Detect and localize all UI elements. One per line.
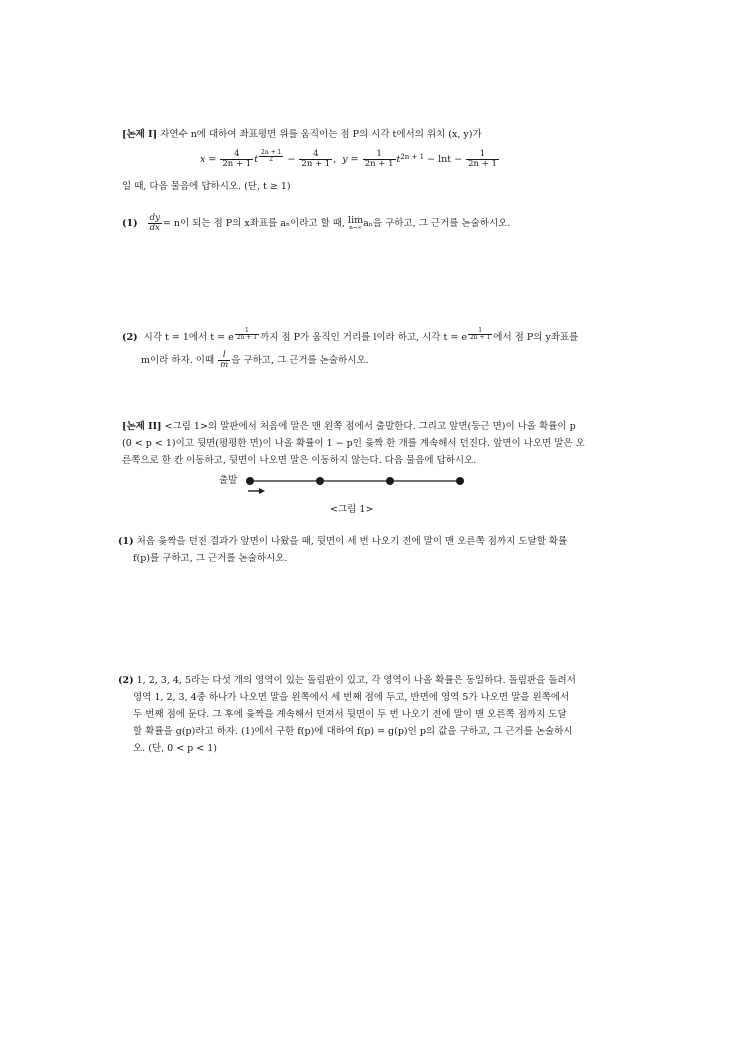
figure-caption: <그림 1> — [330, 504, 374, 515]
ln-term: − lnt − — [427, 154, 463, 165]
section2-question2: (2) 1, 2, 3, 4, 5라는 다섯 개의 영역이 있는 돌림판이 있고, 각 영역이 나올 확률은 동일하다. 돌림판을 돌려서 영역 1, 2, 3, 4중 하나가 나오면 말을 왼쪽에서 세 번째 점에 두고, 반면에 영역 5가 나오면 말을 왼쪽에서 두 번째 점에 둔다. 그 후에 윷짝을 계속해서 던져서 뒷면이 두 번 나오기 전에 말이 맨 오른쪽 점까지 도달 할 확률을 g(p)라고 하자. (1)에서 구한 f(p)에 대하여 f(p) = g(p)인 p의 값을 구하고, 그 근거를 논술하시 오. (단, 0 < p < 1) — [118, 675, 576, 754]
frac-1-over-2n1-b: $\frac{1}{2n + 1}$ — [468, 149, 497, 169]
exponent-e-b: 1 2n + 1 — [469, 326, 491, 342]
question-label: (1) — [122, 218, 138, 229]
minus-sign: − — [287, 154, 296, 165]
board-figure — [215, 470, 475, 500]
section1-header: [논제 I] — [122, 129, 158, 140]
board-point-4 — [456, 477, 464, 485]
question-label: (2) — [122, 332, 138, 343]
question-label: (1) — [118, 536, 134, 547]
intro-line-3: 른쪽으로 한 칸 이동하고, 뒷면이 나오면 말은 이동하지 않는다. 다음 물음에 답하시오. — [122, 455, 477, 466]
exponent-y: 2n + 1 — [400, 152, 425, 161]
eq-x-lhs: x = — [200, 154, 217, 165]
question-label: (2) — [118, 675, 134, 686]
exponent-x: 2n + 1 2 — [261, 148, 282, 164]
section1-intro: 자연수 n에 대하여 좌표평면 위를 움직이는 점 P의 시각 t에서의 위치 (x, y)가 — [160, 129, 482, 140]
exponent-e-a: 1 2n + 1 — [236, 326, 258, 342]
dy-dx-fraction: $\frac{dy}{dx}$ — [149, 213, 160, 233]
eq-y-lhs: y = — [342, 154, 359, 165]
frac-1-over-2n1-a: $\frac{1}{2n + 1}$ — [364, 149, 394, 169]
frac-4-over-2n1-b: $\frac{4}{2n + 1}$ — [301, 149, 331, 169]
start-label: 출발 — [219, 475, 238, 486]
board-point-1 — [246, 477, 254, 485]
section2-question1: (1) 처음 윷짝을 던진 결과가 앞면이 나왔을 때, 뒷면이 세 번 나오기 전에 말이 맨 오른쪽 점까지 도달할 확률 f(p)를 구하고, 그 근거를 논술하시오. — [118, 536, 568, 564]
limit-symbol: lim n→∞ — [348, 215, 364, 231]
intro-line-2: (0 < p < 1)이고 뒷면(평평한 면)이 나올 확률이 1 − p인 윷짝 한 개를 계속해서 던진다. 앞면이 나오면 말은 오 — [122, 438, 585, 449]
section1-question2-line2: m이라 하자. 이때 $\frac{l}{m}$ 을 구하고, 그 근거를 논술하시오. — [141, 350, 369, 370]
position-equations: x = $\frac{4}{2n + 1}$ t $^{\frac{2n + 1}{2}}$ − $\frac{4}{2n + 1}$ , y = $\frac{1}{2n + 1}$ $t^{2n + 1} - \ln t$ − $\frac{1}{2n + 1}$ — [200, 148, 497, 169]
board-diagram — [215, 470, 475, 500]
l-over-m-fraction: $\frac{l}{m}$ — [220, 350, 229, 370]
board-point-2 — [316, 477, 324, 485]
section1-intro-line — [122, 128, 482, 141]
section1-question1: (1) $\frac{dy}{dx}$ = n이 되는 점 P의 x좌표를 aₙ이라고 할 때, lim n→∞ aₙ을 구하고, 그 근거를 논술하시오. — [122, 213, 511, 233]
section2-intro — [122, 418, 627, 469]
section1-conclusion: 일 때, 다음 물음에 답하시오. (단, t ≥ 1) — [122, 181, 291, 192]
section1-question2-line1: (2) 시각 t = 1에서 t = e $^{\frac{1}{2n + 1}}$ 까지 점 P가 움직인 거리를 l이라 하고, 시각 t = e $^{\frac{1}{2n + 1}}$ 에서 점 P의 y좌표를 — [122, 326, 579, 343]
start-arrow-head — [259, 488, 265, 494]
section2-header: [논제 II] — [122, 421, 162, 432]
frac-4-over-2n1-a: $\frac{4}{2n + 1}$ — [222, 149, 252, 169]
board-point-3 — [386, 477, 394, 485]
intro-line-1: [논제 II] <그림 1>의 말판에서 처음에 말은 맨 왼쪽 점에서 출발한다. 그리고 앞면(둥근 면)이 나올 확률이 p — [122, 421, 576, 432]
